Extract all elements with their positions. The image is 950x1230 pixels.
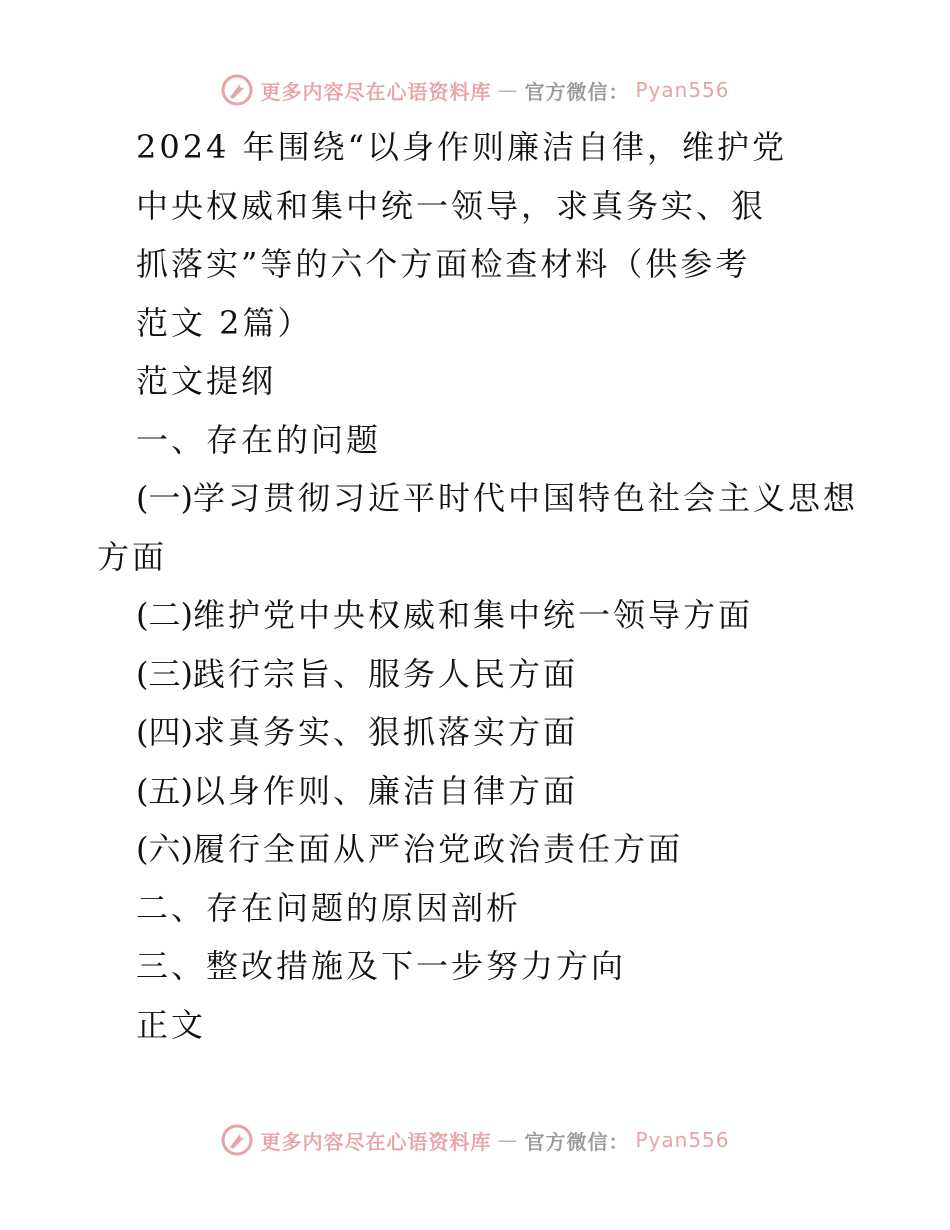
outline-item-text: 求真务实、狠抓落实方面 (192, 713, 578, 751)
section-heading-2: 二、存在问题的原因剖析 (136, 888, 522, 927)
section-heading-3: 三、整改措施及下一步努力方向 (136, 947, 627, 985)
watermark-separator: — (497, 78, 519, 102)
outline-item-4 (0, 703, 950, 762)
outline-item-2 (0, 586, 950, 645)
outline-item-text: 维护党中央权威和集中统一领导方面 (192, 596, 753, 634)
outline-item-number: (六) (136, 830, 193, 868)
document-body (0, 118, 950, 1054)
document-title-line-2: 中央权威和集中统一领导，求真务实、狠 (136, 186, 767, 225)
section-heading-1: 一、存在的问题 (136, 420, 382, 459)
outline-item-3 (0, 645, 950, 704)
outline-item-number: (一) (136, 479, 193, 517)
document-title-line-1: 2024 年围绕“以身作则廉洁自律，维护党 (136, 128, 787, 166)
outline-item-text: 学习贯彻习近平时代中国特色社会主义思想 (192, 479, 858, 517)
document-title-line-3: 抓落实”等的六个方面检查材料（供参考 (136, 245, 751, 283)
header-watermark (0, 70, 950, 110)
footer-watermark (0, 1120, 950, 1160)
watermark-label: 官方微信： (524, 1129, 630, 1154)
outline-item-number: (三) (136, 654, 193, 693)
outline-item-number: (五) (136, 771, 193, 810)
watermark-account: Pyan556 (635, 1128, 730, 1152)
outline-heading: 范文提纲 (136, 362, 277, 400)
outline-item-number: (二) (136, 596, 193, 634)
outline-item-text: 践行宗旨、服务人民方面 (192, 654, 578, 693)
watermark-main-text: 更多内容尽在心语资料库 (260, 79, 492, 104)
outline-item-1-continuation: 方面 (97, 537, 168, 576)
outline-item-text: 履行全面从严治党政治责任方面 (192, 830, 683, 868)
document-title-line-4: 范文 2篇） (136, 303, 313, 342)
outline-item-text: 以身作则、廉洁自律方面 (192, 771, 578, 810)
outline-item-6 (0, 820, 950, 879)
watermark-account: Pyan556 (635, 78, 730, 102)
outline-item-number: (四) (136, 713, 193, 751)
outline-item-1 (0, 469, 950, 528)
watermark-main-text: 更多内容尽在心语资料库 (260, 1129, 492, 1154)
pen-nib-seal-icon (220, 73, 254, 107)
watermark-label: 官方微信： (524, 79, 630, 104)
watermark-separator: — (497, 1128, 519, 1152)
outline-item-5 (0, 762, 950, 821)
pen-nib-seal-icon (220, 1123, 254, 1157)
body-heading: 正文 (136, 1005, 207, 1044)
